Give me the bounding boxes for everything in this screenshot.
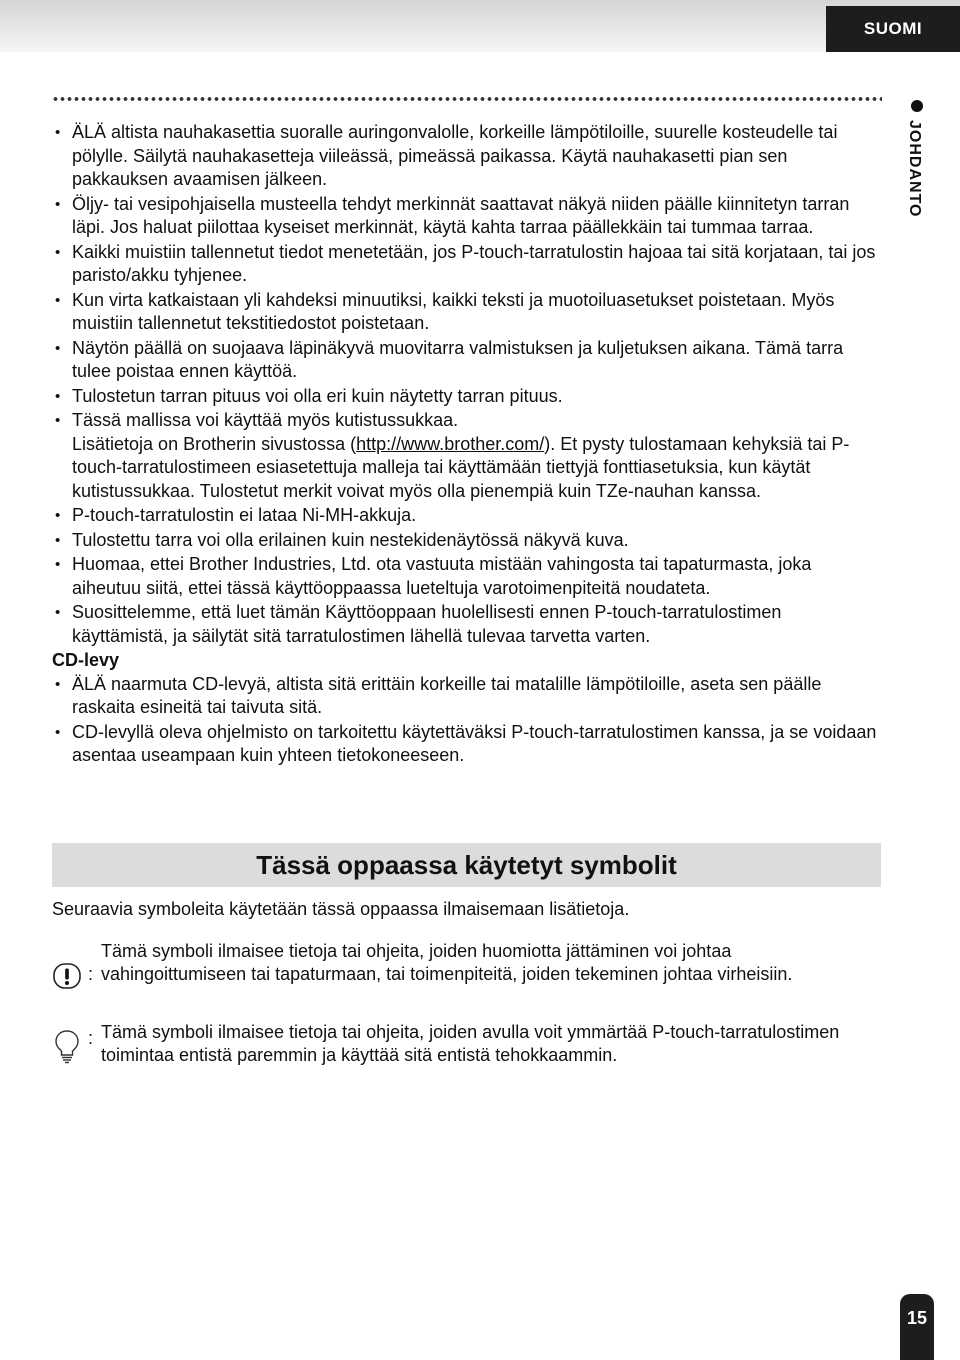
- list-item: • CD-levyllä oleva ohjelmisto on tarkoitettu käytettäväksi P-touch-tarratulostimen kanssa, ja se voidaan asentaa useampaan kuin yhteen tietokoneeseen.: [52, 721, 882, 768]
- main-content: [52, 121, 882, 769]
- symbol-row-tip: [52, 1021, 852, 1071]
- symbol-colon: :: [88, 1028, 94, 1048]
- page-number: 15: [900, 1294, 934, 1360]
- tze-after-link: ). Et pysty tulostamaan kehyksiä tai P-touch-tarratulostimeen esiasetettuja malleja tai käyttämään tiettyjä fonttiasetuksia, kun käytät kutistussukkaa. Tulostetut merkit voivat myös olla pienempiä kuin TZe-nauhan kanssa.: [72, 433, 850, 501]
- list-item: • Huomaa, ettei Brother Industries, Ltd. ota vastuuta mistään vahingosta tai tapaturmasta, joka aiheutuu siitä, ettei tässä käyttöoppaassa lueteltuja varotoimenpiteitä noudateta.: [52, 553, 882, 600]
- tze-before-link: Lisätietoja on Brotherin sivustossa (: [72, 433, 357, 454]
- cd-heading: CD-levy: [52, 650, 120, 670]
- symbols-title: Tässä oppaassa käytetyt symbolit: [256, 849, 677, 880]
- symbols-intro: Seuraavia symboleita käytetään tässä oppaassa ilmaisemaan lisätietoja.: [52, 899, 630, 919]
- symbol-description: Tämä symboli ilmaisee tietoja tai ohjeita, joiden huomiotta jättäminen voi johtaa vahingoittumiseen tai tapaturmaan, tai toimenpiteitä, joiden tekeminen johtaa virheisiin.: [101, 941, 793, 984]
- section-side-tab: [903, 100, 933, 230]
- cd-list: [52, 673, 882, 768]
- caution-icon: [52, 961, 82, 997]
- list-item: • Tulostetun tarran pituus voi olla eri kuin näytetty tarran pituus.: [52, 385, 882, 409]
- list-item: • P-touch-tarratulostin ei lataa Ni-MH-akkuja.: [52, 504, 882, 528]
- language-tab: SUOMI: [826, 6, 960, 52]
- symbol-description: Tämä symboli ilmaisee tietoja tai ohjeita, joiden avulla voit ymmärtää P-touch-tarratulostimen toimintaa entistä paremmin ja käyttää sitä entistä tehokkaammin.: [101, 1022, 840, 1065]
- side-tab-label: JOHDANTO: [906, 120, 923, 218]
- precautions-list: [52, 121, 882, 648]
- list-item: • Suosittelemme, että luet tämän Käyttöoppaan huolellisesti ennen P-touch-tarratulostimen käyttämistä, ja säilytät sitä tarratulostimen lähellä tulevaa tarvetta varten.: [52, 601, 882, 648]
- list-item-tze: [52, 409, 882, 503]
- symbol-row-caution: [52, 940, 852, 1012]
- list-item: • Kun virta katkaistaan yli kahdeksi minuutiksi, kaikki teksti ja muotoiluasetukset poistetaan. Myös muistiin tallennetut tekstitiedostot poistetaan.: [52, 289, 882, 336]
- tze-line1: Tässä mallissa voi käyttää myös kutistussukkaa.: [72, 410, 459, 430]
- dotted-divider: [52, 96, 882, 102]
- lightbulb-icon: [52, 1028, 82, 1070]
- list-item: • ÄLÄ altista nauhakasettia suoralle auringonvalolle, korkeille lämpötiloille, suurelle kosteudelle tai pölylle. Säilytä nauhakasetteja viileässä, pimeässä paikassa. Käytä nauhakasetti pian sen pakkauksen avaamisen jälkeen.: [52, 121, 882, 192]
- bullet-dot-icon: [911, 100, 923, 112]
- list-item: • Tulostettu tarra voi olla erilainen kuin nestekidenäytössä näkyvä kuva.: [52, 529, 882, 553]
- list-item: • Kaikki muistiin tallennetut tiedot menetetään, jos P-touch-tarratulostin hajoaa tai sitä korjataan, tai jos paristo/akku tyhjenee.: [52, 241, 882, 288]
- header-band: [0, 0, 960, 52]
- list-item: • Näytön päällä on suojaava läpinäkyvä muovitarra valmistuksen ja kuljetuksen aikana. Tämä tarra tulee poistaa ennen käyttöä.: [52, 337, 882, 384]
- list-item: • ÄLÄ naarmuta CD-levyä, altista sitä erittäin korkeille tai matalille lämpötiloille, aseta sen päälle raskaita esineitä tai taivuta sitä.: [52, 673, 882, 720]
- list-item: • Öljy- tai vesipohjaisella musteella tehdyt merkinnät saattavat näkyä niiden päälle kiinnitetyn tarran läpi. Jos haluat piilottaa kyseiset merkinnät, käytä kahta tarraa päällekkäin tai tummaa tarraa.: [52, 193, 882, 240]
- brother-website-link[interactable]: http://www.brother.com/: [356, 433, 545, 454]
- symbols-heading-band: [52, 843, 881, 887]
- symbol-colon: :: [88, 964, 94, 984]
